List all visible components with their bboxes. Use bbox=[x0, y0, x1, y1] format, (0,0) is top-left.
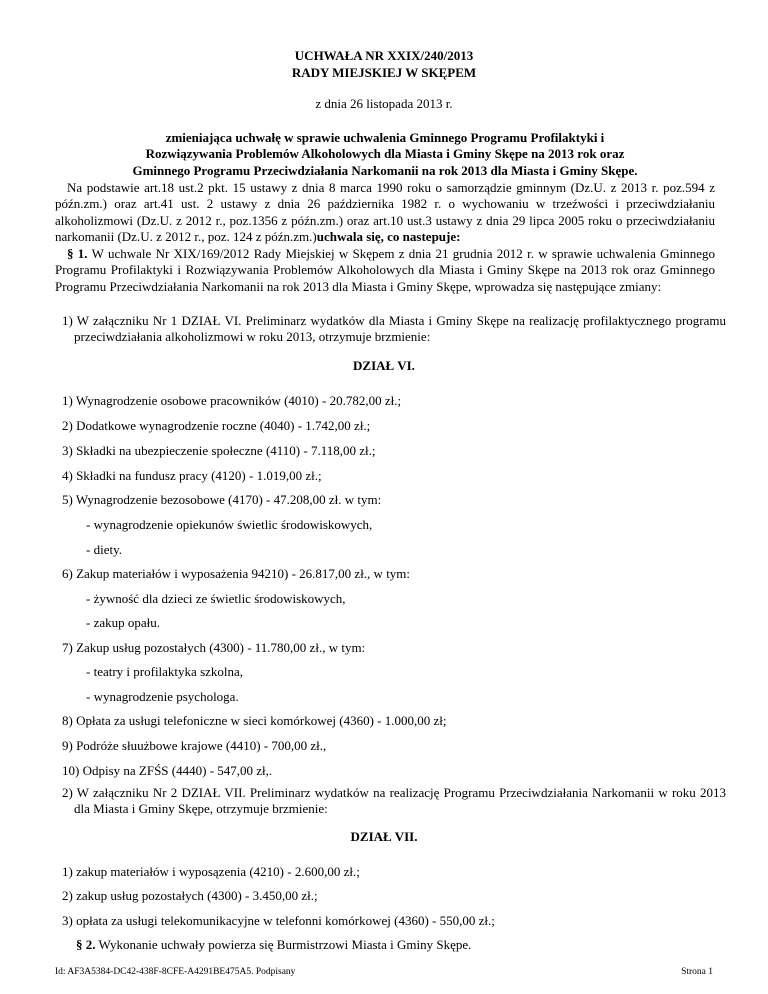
document-id-footer: Id: AF3A5384-DC42-438F-8CFE-A4291BE475A5. Podpisany bbox=[55, 967, 296, 977]
change-2: 2) W załączniku Nr 2 DZIAŁ VII. Preliminarz wydatków na realizację Programu Przeciwdziałania Narkomanii w roku 2013 dla Miasta i Gminy Skępe, otrzymuje brzmienie: bbox=[62, 785, 726, 817]
paragraph-1-label: § 1. bbox=[67, 246, 88, 261]
list-item: 5) Wynagrodzenie bezosobowe (4170) - 47.208,00 zł. w tym: bbox=[62, 492, 382, 507]
council-name: RADY MIEJSKIEJ W SKĘPEM bbox=[291, 65, 477, 80]
paragraph-1-text: W uchwale Nr XIX/169/2012 Rady Miejskiej w Skępem z dnia 21 grudnia 2012 r. w sprawie uchwalenia Gminnego Programu Profilaktyki i Rozwiązywania Problemów Alkoholowych dla Miasta i Gminy Skępe na 2013 rok oraz Gminnego Programu Przeciwdziałania Narkomanii na rok 2013 dla Miasta i Gminy Skępe, wprowadza się następujące zmiany: bbox=[55, 246, 716, 294]
list-item: 2) Dodatkowe wynagrodzenie roczne (4040) - 1.742,00 zł.; bbox=[62, 418, 371, 433]
dzial-6-heading: DZIAŁ VI. bbox=[353, 358, 415, 373]
list-subitem: - zakup opału. bbox=[86, 615, 161, 630]
list-item: 3) Składki na ubezpieczenie społeczne (4110) - 7.118,00 zł.; bbox=[62, 443, 376, 458]
list-item: 1) Wynagrodzenie osobowe pracowników (4010) - 20.782,00 zł.; bbox=[62, 393, 402, 408]
list-item: 6) Zakup materiałów i wyposażenia 94210) - 26.817,00 zł., w tym: bbox=[62, 566, 411, 581]
list-item: 9) Podróże słuużbowe krajowe (4410) - 700,00 zł., bbox=[62, 738, 327, 753]
list-item: 3) opłata za usługi telekomunikacyjne w telefonni komórkowej (4360) - 550,00 zł.; bbox=[62, 913, 495, 928]
paragraph-2-label: § 2. bbox=[76, 937, 96, 952]
list-subitem: - teatry i profilaktyka szkolna, bbox=[86, 664, 244, 679]
page-number: Strona 1 bbox=[681, 967, 713, 977]
list-subitem: - wynagrodzenie psychologa. bbox=[86, 689, 239, 704]
list-item: 1) zakup materiałów i wyposązenia (4210) - 2.600,00 zł.; bbox=[62, 864, 360, 879]
list-subitem: - żywność dla dzieci ze świetlic środowiskowych, bbox=[86, 591, 346, 606]
list-subitem: - diety. bbox=[86, 542, 122, 557]
dzial-7-heading: DZIAŁ VII. bbox=[350, 829, 418, 844]
list-item: 4) Składki na fundusz pracy (4120) - 1.019,00 zł.; bbox=[62, 468, 322, 483]
paragraph-1 bbox=[55, 246, 715, 295]
preamble-enacting-clause: uchwala się, co nastepuje: bbox=[316, 228, 461, 244]
paragraph-2 bbox=[76, 937, 471, 953]
list-subitem: - wynagrodzenie opiekunów świetlic środowiskowych, bbox=[86, 517, 373, 532]
paragraph-2-text: Wykonanie uchwały powierza się Burmistrzowi Miasta i Gminy Skępe. bbox=[98, 937, 472, 952]
list-item: 10) Odpisy na ZFŚS (4440) - 547,00 zł,. bbox=[62, 763, 273, 778]
list-item: 7) Zakup usług pozostałych (4300) - 11.780,00 zł., w tym: bbox=[62, 640, 366, 655]
resolution-number: UCHWAŁA NR XXIX/240/2013 bbox=[294, 48, 474, 63]
preamble-text: Na podstawie art.18 ust.2 pkt. 15 ustawy z dnia 8 marca 1990 roku o samorządzie gminnym (Dz.U. z 2013 r. poz.594 z późn.zm.) oraz art.41 ust. 2 ustawy z dnia 26 października 1982 r. o wychowaniu w trzeźwości i przeciwdziałaniu alkoholizmowi (Dz.U. z 2012 r., poz.1356 z późn.zm.) oraz art.10 ust.3 ustawy z dnia 29 lipca 2005 roku o przeciwdziałaniu narkomanii (Dz.U. z 2012 r., poz. 124 z późn.zm.) bbox=[55, 180, 715, 244]
resolution-date: z dnia 26 listopada 2013 r. bbox=[315, 96, 453, 111]
resolution-subject: zmieniająca uchwałę w sprawie uchwalenia Gminnego Programu Profilaktyki i Rozwiązywania Problemów Alkoholowych dla Miasta i Gminy Skępe na 2013 rok oraz Gminnego Programu Przeciwdziałania Narkomanii na rok 2013 dla Miasta i Gminy Skępe. bbox=[132, 130, 638, 178]
list-item: 2) zakup usług pozostałych (4300) - 3.450,00 zł.; bbox=[62, 888, 318, 903]
list-item: 8) Opłata za usługi telefoniczne w sieci komórkowej (4360) - 1.000,00 zł; bbox=[62, 713, 447, 728]
change-1: 1) W załączniku Nr 1 DZIAŁ VI. Preliminarz wydatków dla Miasta i Gminy Skępe na realizację profilaktycznego programu przeciwdziałania alkoholizmowi w roku 2013, otrzymuje brzmienie: bbox=[62, 313, 726, 345]
preamble bbox=[55, 180, 715, 245]
